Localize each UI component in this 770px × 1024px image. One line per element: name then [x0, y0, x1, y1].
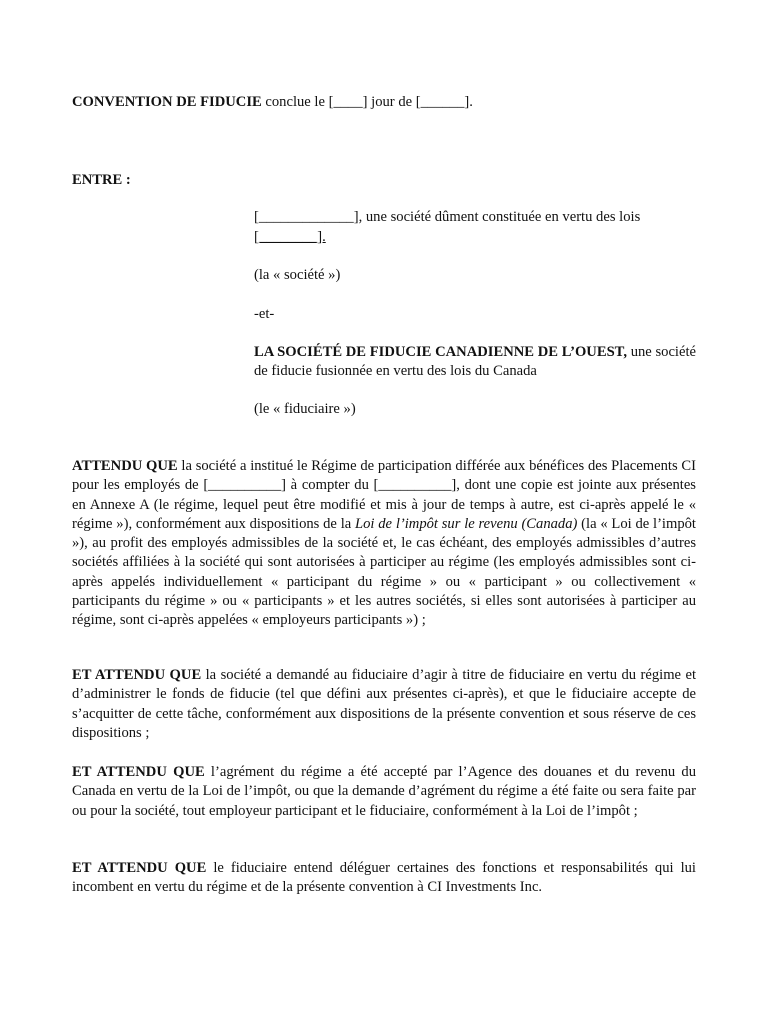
- agreement-title: [72, 93, 473, 111]
- whereas-lead: ATTENDU QUE: [72, 458, 178, 474]
- whereas-lead: ET ATTENDU QUE: [72, 667, 202, 683]
- whereas-text-continued: (la « Loi de l’impôt »), au profit des employés admissibles de la société et, le cas échéant, des employés admissibles d’autres sociétés affiliées à la société qui sont autorisées à participer au régime (les employés admissibles sont ci-après appelés individuellement « participant du régime » ou « participant » ou collectivement « participants du régime » ou « participants » et les autres sociétés, si elles sont autorisées à participer au régime, sont ci-après appelées « employeurs participants ») ;: [72, 515, 696, 629]
- company-party-line2: [________].: [254, 229, 326, 245]
- trustee-name: LA SOCIÉTÉ DE FIDUCIE CANADIENNE DE L’OUEST,: [254, 344, 627, 360]
- whereas-paragraph-1: [72, 457, 696, 631]
- whereas-lead: ET ATTENDU QUE: [72, 764, 205, 780]
- agreement-title-bold: CONVENTION DE FIDUCIE: [72, 94, 262, 110]
- company-party-line1: [_____________], une société dûment constituée en vertu des lois: [254, 209, 641, 225]
- whereas-text: la société a demandé au fiduciaire d’agir à titre de fiduciaire en vertu du régime et d’administrer le fonds de fiducie (tel que défini aux présentes ci-après), et que le fiduciaire accepte de s’acquitter de cette tâche, conformément aux dispositions de la présente convention et sous réserve de ces dispositions ;: [72, 667, 696, 741]
- trustee-party: [254, 343, 696, 381]
- whereas-paragraph-3: [72, 763, 696, 821]
- trustee-designation: (le « fiduciaire »): [254, 401, 356, 417]
- act-title: Loi de l’impôt sur le revenu (Canada): [355, 515, 578, 532]
- whereas-paragraph-2: [72, 666, 696, 743]
- between-heading: ENTRE :: [72, 172, 131, 188]
- trustee-description: une société de fiducie fusionnée en vertu des lois du Canada: [254, 344, 696, 379]
- company-designation: (la « société »): [254, 267, 341, 283]
- agreement-title-rest: conclue le [____] jour de [______].: [261, 94, 473, 110]
- whereas-paragraph-4: [72, 859, 696, 898]
- party-separator: -et-: [254, 306, 275, 322]
- whereas-text: l’agrément du régime a été accepté par l’Agence des douanes et du revenu du Canada en vertu de la Loi de l’impôt, ou que la demande d’agrément du régime a été faite ou sera faite par ou pour la société, tout employeur participant et le fiduciaire, conformément à la Loi de l’impôt ;: [72, 764, 696, 819]
- whereas-text: la société a institué le Régime de participation différée aux bénéfices des Placements CI pour les employés de [__________] à compter du [__________], dont une copie est jointe aux présentes en Annexe A (le régime, lequel peut être modifié et mis à jour de temps à autre, est ci-après appelé le « régime »), conformément aux dispositions de la: [72, 458, 696, 532]
- whereas-text: le fiduciaire entend déléguer certaines des fonctions et responsabilités qui lui incombent en vertu du régime et de la présente convention à CI Investments Inc.: [72, 860, 696, 896]
- whereas-lead: ET ATTENDU QUE: [72, 860, 207, 876]
